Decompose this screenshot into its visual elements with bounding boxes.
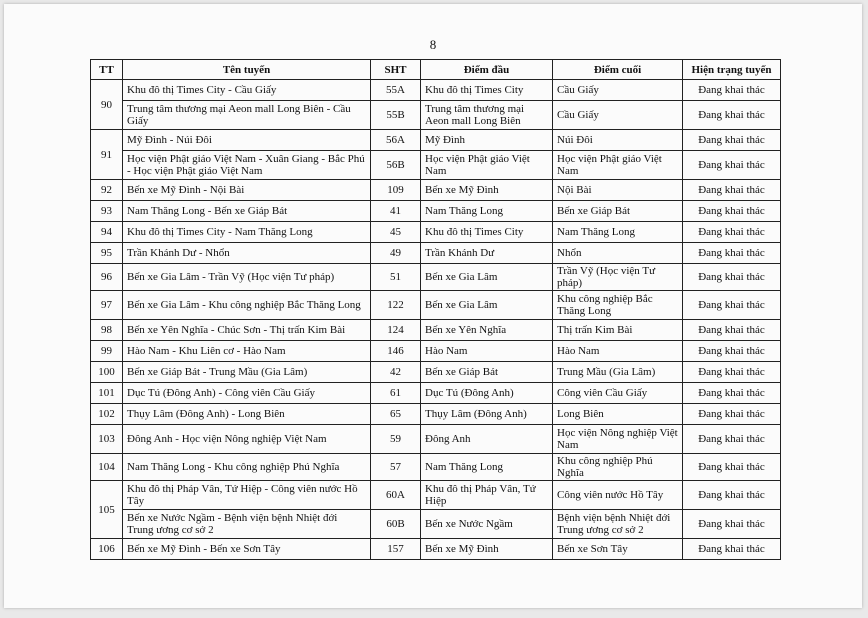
header-end-point: Điểm cuối (553, 60, 683, 80)
table-row (91, 362, 781, 383)
cell-end-point: Công viên nước Hồ Tây (553, 481, 683, 510)
table-row (91, 539, 781, 560)
cell-route-number: 60B (371, 510, 421, 539)
cell-status: Đang khai thác (683, 201, 781, 222)
cell-end-point: Trung Mầu (Gia Lâm) (553, 362, 683, 383)
cell-tt: 93 (91, 201, 123, 222)
cell-tt: 100 (91, 362, 123, 383)
cell-start-point: Mỹ Đình (421, 130, 553, 151)
table-row (91, 101, 781, 130)
cell-start-point: Thụy Lâm (Đông Anh) (421, 404, 553, 425)
cell-status: Đang khai thác (683, 404, 781, 425)
cell-route-name: Bến xe Mỹ Đình - Bến xe Sơn Tây (123, 539, 371, 560)
bus-route-table (90, 59, 781, 560)
cell-status: Đang khai thác (683, 320, 781, 341)
cell-route-name: Hào Nam - Khu Liên cơ - Hào Nam (123, 341, 371, 362)
cell-end-point: Thị trấn Kim Bài (553, 320, 683, 341)
cell-route-number: 122 (371, 291, 421, 320)
cell-start-point: Nam Thăng Long (421, 201, 553, 222)
cell-end-point: Cầu Giấy (553, 80, 683, 101)
cell-route-number: 124 (371, 320, 421, 341)
cell-tt: 106 (91, 539, 123, 560)
cell-status: Đang khai thác (683, 539, 781, 560)
cell-start-point: Bến xe Gia Lâm (421, 291, 553, 320)
cell-tt: 102 (91, 404, 123, 425)
cell-start-point: Nam Thăng Long (421, 454, 553, 481)
cell-status: Đang khai thác (683, 481, 781, 510)
cell-start-point: Học viện Phật giáo Việt Nam (421, 151, 553, 180)
cell-end-point: Khu công nghiệp Bắc Thăng Long (553, 291, 683, 320)
cell-tt: 90 (91, 80, 123, 130)
cell-route-number: 56B (371, 151, 421, 180)
table-row (91, 130, 781, 151)
table-row (91, 425, 781, 454)
cell-status: Đang khai thác (683, 80, 781, 101)
cell-end-point: Bến xe Sơn Tây (553, 539, 683, 560)
cell-route-number: 59 (371, 425, 421, 454)
table-row (91, 201, 781, 222)
table-row (91, 291, 781, 320)
cell-end-point: Nam Thăng Long (553, 222, 683, 243)
cell-end-point: Cầu Giấy (553, 101, 683, 130)
cell-end-point: Khu công nghiệp Phú Nghĩa (553, 454, 683, 481)
cell-status: Đang khai thác (683, 454, 781, 481)
cell-tt: 95 (91, 243, 123, 264)
cell-start-point: Dục Tú (Đông Anh) (421, 383, 553, 404)
cell-route-name: Học viện Phật giáo Việt Nam - Xuân Giang - Bắc Phú - Học viện Phật giáo Việt Nam (123, 151, 371, 180)
cell-route-number: 60A (371, 481, 421, 510)
cell-end-point: Nội Bài (553, 180, 683, 201)
cell-end-point: Công viên Cầu Giấy (553, 383, 683, 404)
cell-route-name: Bến xe Gia Lâm - Trần Vỹ (Học viện Tư pháp) (123, 264, 371, 291)
table-row (91, 510, 781, 539)
cell-route-name: Nam Thăng Long - Bến xe Giáp Bát (123, 201, 371, 222)
header-route-name: Tên tuyến (123, 60, 371, 80)
cell-tt: 94 (91, 222, 123, 243)
table-header-row (91, 60, 781, 80)
cell-end-point: Bệnh viện bệnh Nhiệt đới Trung ương cơ sở 2 (553, 510, 683, 539)
cell-route-name: Trần Khánh Dư - Nhổn (123, 243, 371, 264)
table-row (91, 180, 781, 201)
cell-end-point: Bến xe Giáp Bát (553, 201, 683, 222)
cell-status: Đang khai thác (683, 341, 781, 362)
cell-tt: 105 (91, 481, 123, 539)
header-start-point: Điểm đầu (421, 60, 553, 80)
cell-route-number: 56A (371, 130, 421, 151)
cell-tt: 92 (91, 180, 123, 201)
cell-route-name: Đông Anh - Học viện Nông nghiệp Việt Nam (123, 425, 371, 454)
cell-start-point: Hào Nam (421, 341, 553, 362)
cell-start-point: Khu đô thị Pháp Vân, Tứ Hiệp (421, 481, 553, 510)
cell-tt: 97 (91, 291, 123, 320)
cell-status: Đang khai thác (683, 291, 781, 320)
table-row (91, 243, 781, 264)
cell-route-number: 55B (371, 101, 421, 130)
table-row (91, 80, 781, 101)
cell-status: Đang khai thác (683, 130, 781, 151)
cell-end-point: Long Biên (553, 404, 683, 425)
table-row (91, 264, 781, 291)
cell-route-name: Bến xe Gia Lâm - Khu công nghiệp Bắc Thăng Long (123, 291, 371, 320)
cell-status: Đang khai thác (683, 180, 781, 201)
cell-end-point: Hào Nam (553, 341, 683, 362)
cell-route-name: Nam Thăng Long - Khu công nghiệp Phú Nghĩa (123, 454, 371, 481)
cell-route-number: 57 (371, 454, 421, 481)
header-status: Hiện trạng tuyến (683, 60, 781, 80)
cell-end-point: Học viện Nông nghiệp Việt Nam (553, 425, 683, 454)
cell-start-point: Bến xe Mỹ Đình (421, 180, 553, 201)
cell-start-point: Bến xe Nước Ngầm (421, 510, 553, 539)
table-row (91, 320, 781, 341)
cell-route-number: 109 (371, 180, 421, 201)
table-row (91, 222, 781, 243)
table-row (91, 383, 781, 404)
cell-tt: 98 (91, 320, 123, 341)
cell-start-point: Bến xe Mỹ Đình (421, 539, 553, 560)
table-row (91, 481, 781, 510)
cell-start-point: Khu đô thị Times City (421, 80, 553, 101)
table-row (91, 404, 781, 425)
cell-route-name: Bến xe Giáp Bát - Trung Mầu (Gia Lâm) (123, 362, 371, 383)
cell-route-number: 55A (371, 80, 421, 101)
cell-start-point: Khu đô thị Times City (421, 222, 553, 243)
cell-route-number: 146 (371, 341, 421, 362)
cell-tt: 103 (91, 425, 123, 454)
cell-route-name: Khu đô thị Times City - Cầu Giấy (123, 80, 371, 101)
cell-status: Đang khai thác (683, 243, 781, 264)
cell-start-point: Bến xe Yên Nghĩa (421, 320, 553, 341)
cell-tt: 99 (91, 341, 123, 362)
cell-route-number: 65 (371, 404, 421, 425)
cell-tt: 101 (91, 383, 123, 404)
table-row (91, 341, 781, 362)
cell-status: Đang khai thác (683, 510, 781, 539)
page-number: 8 (429, 37, 437, 52)
cell-status: Đang khai thác (683, 383, 781, 404)
cell-start-point: Đông Anh (421, 425, 553, 454)
cell-tt: 104 (91, 454, 123, 481)
cell-status: Đang khai thác (683, 151, 781, 180)
cell-route-name: Thụy Lâm (Đông Anh) - Long Biên (123, 404, 371, 425)
cell-route-number: 51 (371, 264, 421, 291)
cell-end-point: Núi Đôi (553, 130, 683, 151)
cell-route-number: 61 (371, 383, 421, 404)
cell-route-name: Trung tâm thương mại Aeon mall Long Biên - Cầu Giấy (123, 101, 371, 130)
cell-status: Đang khai thác (683, 101, 781, 130)
cell-start-point: Trung tâm thương mại Aeon mall Long Biên (421, 101, 553, 130)
table-row (91, 454, 781, 481)
cell-end-point: Trần Vỹ (Học viện Tư pháp) (553, 264, 683, 291)
cell-status: Đang khai thác (683, 362, 781, 383)
cell-route-number: 49 (371, 243, 421, 264)
cell-route-name: Bến xe Nước Ngầm - Bệnh viện bệnh Nhiệt đới Trung ương cơ sở 2 (123, 510, 371, 539)
cell-end-point: Nhổn (553, 243, 683, 264)
cell-route-name: Dục Tú (Đông Anh) - Công viên Cầu Giấy (123, 383, 371, 404)
header-route-number: SHT (371, 60, 421, 80)
cell-route-number: 41 (371, 201, 421, 222)
cell-start-point: Trần Khánh Dư (421, 243, 553, 264)
cell-end-point: Học viện Phật giáo Việt Nam (553, 151, 683, 180)
cell-route-name: Khu đô thị Times City - Nam Thăng Long (123, 222, 371, 243)
table-row (91, 151, 781, 180)
cell-tt: 96 (91, 264, 123, 291)
cell-route-number: 42 (371, 362, 421, 383)
cell-status: Đang khai thác (683, 425, 781, 454)
cell-route-number: 157 (371, 539, 421, 560)
cell-tt: 91 (91, 130, 123, 180)
cell-route-name: Bến xe Mỹ Đình - Nội Bài (123, 180, 371, 201)
header-tt: TT (91, 60, 123, 80)
cell-status: Đang khai thác (683, 222, 781, 243)
cell-status: Đang khai thác (683, 264, 781, 291)
cell-start-point: Bến xe Giáp Bát (421, 362, 553, 383)
cell-route-name: Bến xe Yên Nghĩa - Chúc Sơn - Thị trấn Kim Bài (123, 320, 371, 341)
cell-route-number: 45 (371, 222, 421, 243)
cell-start-point: Bến xe Gia Lâm (421, 264, 553, 291)
cell-route-name: Mỹ Đình - Núi Đôi (123, 130, 371, 151)
cell-route-name: Khu đô thị Pháp Vân, Tứ Hiệp - Công viên nước Hồ Tây (123, 481, 371, 510)
document-page (4, 4, 862, 608)
